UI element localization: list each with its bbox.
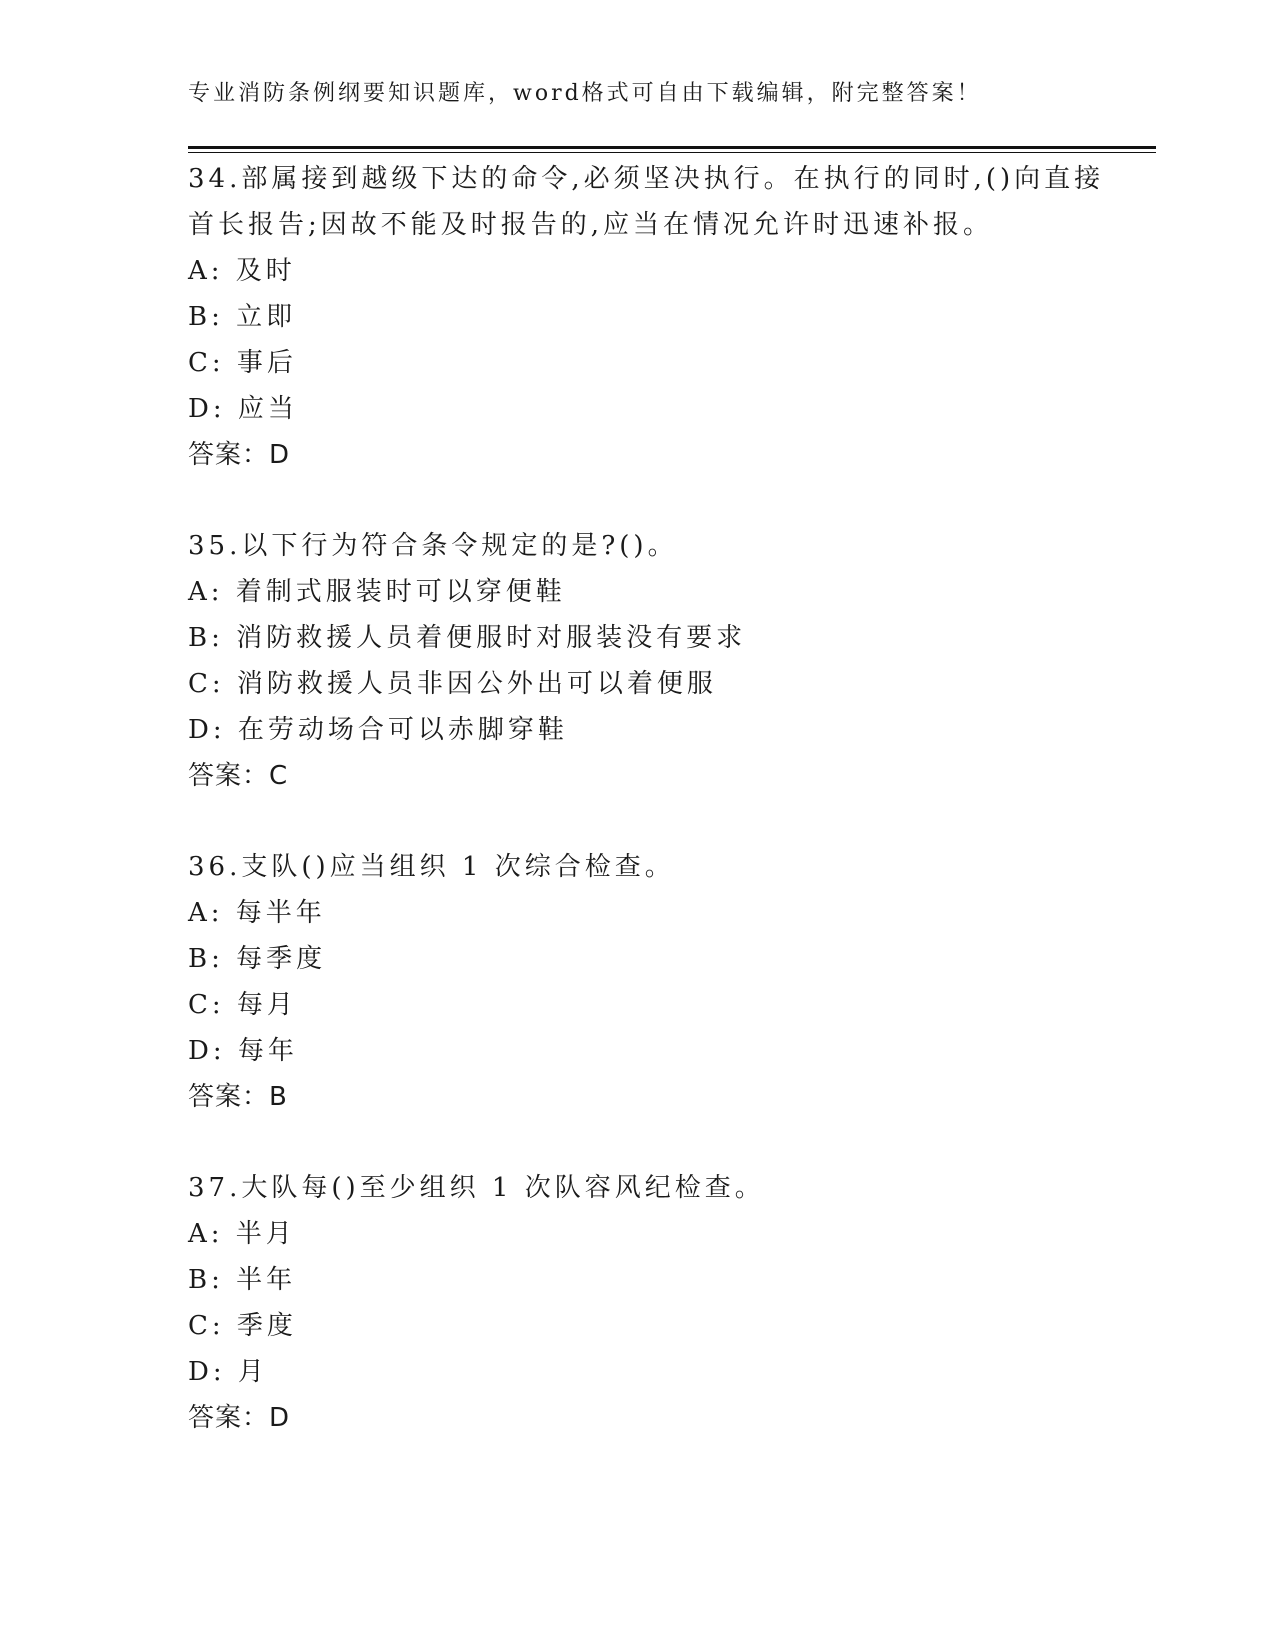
option-d: D: 每年 [188, 1036, 298, 1066]
question-37 [188, 1165, 1088, 1441]
header-divider-thin [188, 152, 1156, 153]
question-list [188, 156, 1105, 1486]
header-divider [188, 146, 1156, 149]
option-b: B: 消防救援人员着便服时对服装没有要求 [188, 623, 747, 653]
question-stem: 首长报告;因故不能及时报告的,应当在情况允许时迅速补报。 [188, 210, 994, 240]
option-a: A: 半月 [188, 1219, 296, 1249]
option-b: B: 立即 [188, 302, 297, 332]
question-stem: 35.以下行为符合条令规定的是?()。 [188, 531, 678, 561]
option-d: D: 应当 [188, 394, 298, 424]
option-a: A: 着制式服装时可以穿便鞋 [188, 577, 566, 607]
option-c: C: 事后 [188, 348, 297, 378]
question-36 [188, 844, 1088, 1120]
answer: 答案：D [188, 440, 291, 470]
option-c: C: 每月 [188, 990, 297, 1020]
question-35 [188, 523, 1088, 799]
answer: 答案：D [188, 1403, 291, 1433]
answer: 答案：B [188, 1082, 288, 1112]
option-b: B: 每季度 [188, 944, 327, 974]
question-stem: 37.大队每()至少组织 1 次队容风纪检查。 [188, 1173, 765, 1203]
page-header: 专业消防条例纲要知识题库，word格式可自由下载编辑，附完整答案！ [188, 81, 982, 106]
question-34 [188, 156, 1105, 478]
option-c: C: 季度 [188, 1311, 297, 1341]
answer: 答案：C [188, 761, 289, 791]
option-d: D: 月 [188, 1357, 268, 1387]
question-stem: 34.部属接到越级下达的命令,必须坚决执行。在执行的同时,()向直接 [188, 164, 1105, 194]
option-a: A: 及时 [188, 256, 296, 286]
option-b: B: 半年 [188, 1265, 297, 1295]
option-c: C: 消防救援人员非因公外出可以着便服 [188, 669, 717, 699]
option-a: A: 每半年 [188, 898, 326, 928]
question-stem: 36.支队()应当组织 1 次综合检查。 [188, 852, 675, 882]
option-d: D: 在劳动场合可以赤脚穿鞋 [188, 715, 568, 745]
